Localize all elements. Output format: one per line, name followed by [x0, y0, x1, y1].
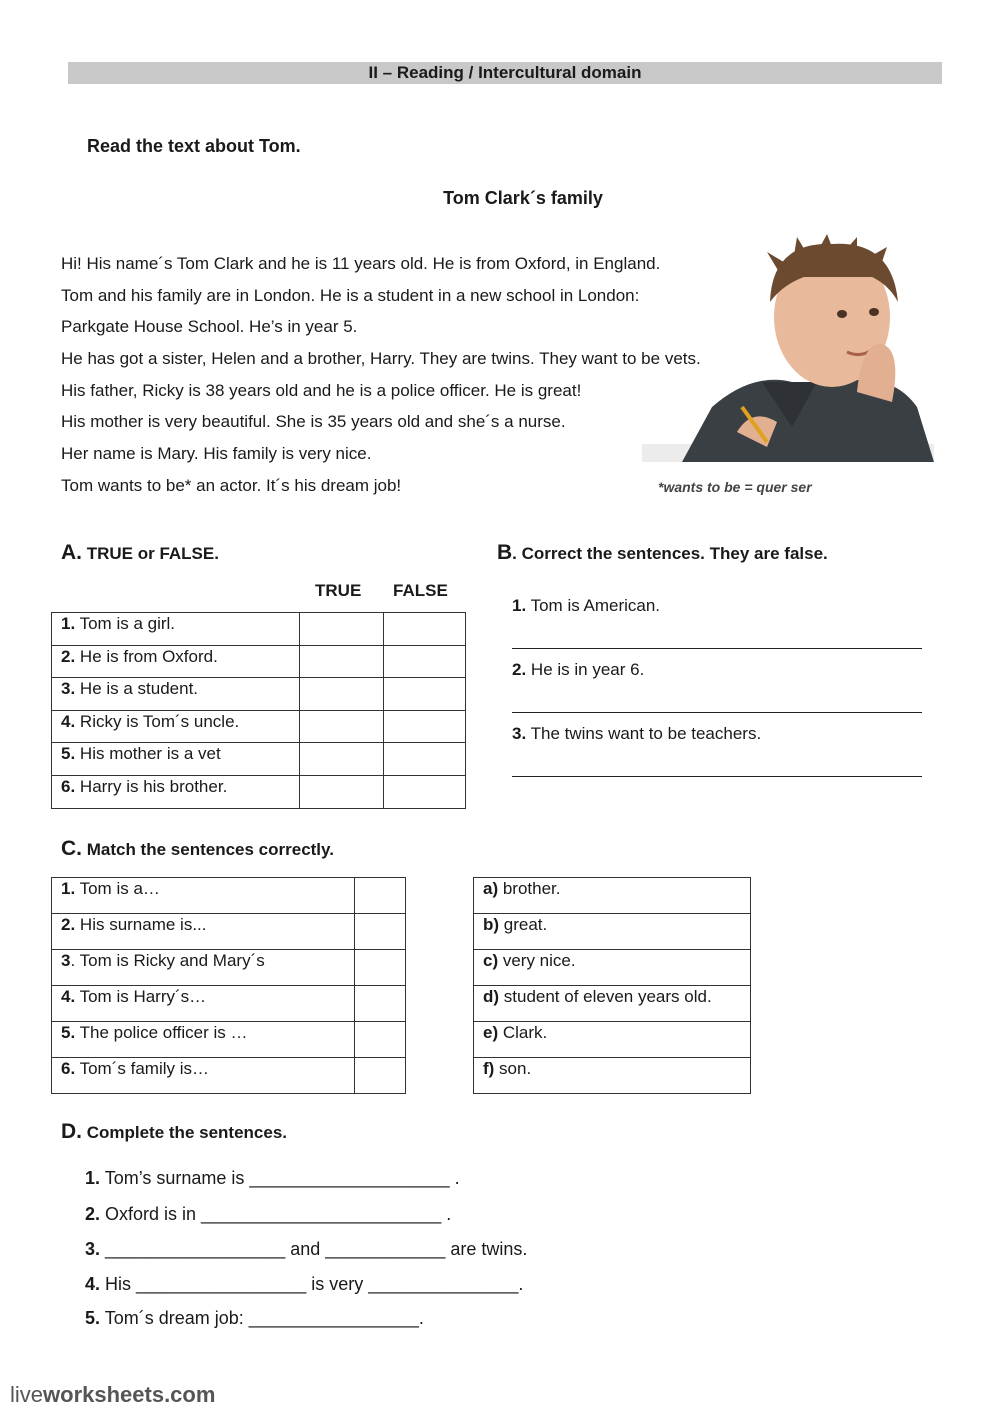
- option-letter: d): [483, 987, 500, 1006]
- completion-sentence: Oxford is in ________________________ .: [100, 1204, 452, 1224]
- true-answer-box[interactable]: [300, 613, 384, 646]
- sentence-end-cell: [474, 1058, 751, 1094]
- story-line: Hi! His name´s Tom Clark and he is 11 years old. He is from Oxford, in England.: [61, 254, 661, 273]
- section-b-heading: [497, 541, 828, 565]
- sentence-start: The police officer is …: [75, 1023, 248, 1042]
- false-sentence: Tom is American.: [526, 596, 661, 615]
- sentence-end: very nice.: [498, 951, 576, 970]
- sentence-end-cell: [474, 878, 751, 914]
- sentence-end-cell: [474, 950, 751, 986]
- sentence-end-cell: [474, 1022, 751, 1058]
- correction-item: [512, 724, 761, 744]
- sentence-end-cell: [474, 914, 751, 950]
- story-line: Her name is Mary. His family is very nice.: [61, 444, 372, 464]
- section-letter: B: [497, 541, 513, 564]
- item-number: 3: [61, 951, 71, 970]
- table-row: [52, 743, 466, 776]
- item-number: 1.: [512, 596, 527, 615]
- completion-item[interactable]: [85, 1308, 424, 1329]
- boy-thinking-illustration: [642, 232, 934, 462]
- false-answer-box[interactable]: [384, 678, 466, 711]
- false-answer-box[interactable]: [384, 743, 466, 776]
- item-number: 3.: [512, 724, 527, 743]
- section-header-bar: II – Reading / Intercultural domain: [68, 62, 942, 84]
- sentence-start: His surname is...: [75, 915, 207, 934]
- match-answer-box[interactable]: [355, 1022, 406, 1058]
- statement-text: Ricky is Tom´s uncle.: [75, 712, 240, 731]
- section-letter: D.: [61, 1120, 82, 1143]
- match-answer-box[interactable]: [355, 1058, 406, 1094]
- table-row: [52, 711, 466, 743]
- item-number: 2.: [61, 647, 76, 666]
- item-number: 2.: [85, 1204, 101, 1224]
- item-number: 1.: [61, 614, 76, 633]
- table-row: [52, 678, 466, 711]
- statement-text: Tom is a girl.: [75, 614, 176, 633]
- statement-cell: [52, 743, 300, 776]
- sentence-start: Tom is a…: [75, 879, 160, 898]
- sentence-start-cell: [52, 914, 355, 950]
- section-c-heading: [61, 837, 334, 861]
- sentence-end: son.: [494, 1059, 532, 1078]
- true-column-header: TRUE: [315, 581, 362, 600]
- item-number: 2.: [512, 660, 527, 679]
- logo-light: live: [10, 1382, 44, 1407]
- section-title: . Correct the sentences. They are false.: [512, 544, 828, 563]
- sentence-start-cell: [52, 878, 355, 914]
- item-number: 1.: [61, 879, 76, 898]
- story-title: Tom Clark´s family: [443, 188, 603, 208]
- section-d-heading: [61, 1120, 287, 1144]
- match-answer-box[interactable]: [355, 950, 406, 986]
- story-line: He has got a sister, Helen and a brother, Harry. They are twins. They want to be vets.: [61, 349, 701, 369]
- match-answer-box[interactable]: [355, 914, 406, 950]
- statement-cell: [52, 646, 300, 678]
- statement-cell: [52, 678, 300, 711]
- story-line: Tom and his family are in London. He is a student in a new school in London:: [61, 285, 640, 305]
- match-right-table: [473, 877, 751, 1094]
- section-a-heading: [61, 541, 219, 565]
- answer-line[interactable]: [512, 776, 922, 777]
- item-number: 4.: [61, 712, 76, 731]
- section-letter: C.: [61, 837, 82, 860]
- sentence-start-cell: [52, 1022, 355, 1058]
- sentence-start-cell: [52, 986, 355, 1022]
- match-answer-box[interactable]: [355, 986, 406, 1022]
- completion-item[interactable]: [85, 1239, 527, 1260]
- correction-item: [512, 660, 644, 680]
- sentence-start: . Tom is Ricky and Mary´s: [70, 951, 265, 970]
- story-text: [61, 252, 701, 506]
- correction-item: [512, 596, 660, 616]
- section-letter: A.: [61, 541, 82, 564]
- item-number: 4.: [85, 1274, 101, 1294]
- item-number: 5.: [61, 1023, 76, 1042]
- table-row: [52, 1058, 406, 1094]
- option-letter: f): [483, 1059, 495, 1078]
- item-number: 5.: [61, 744, 76, 763]
- table-row: [52, 1022, 406, 1058]
- section-title: Match the sentences correctly.: [82, 840, 334, 859]
- item-number: 2.: [61, 915, 76, 934]
- story-line: Parkgate House School. He’s in year 5.: [61, 317, 358, 337]
- item-number: 6.: [61, 1059, 76, 1078]
- true-answer-box[interactable]: [300, 678, 384, 711]
- sentence-end: Clark.: [498, 1023, 548, 1042]
- statement-cell: [52, 711, 300, 743]
- statement-text: He is from Oxford.: [75, 647, 218, 666]
- true-answer-box[interactable]: [300, 776, 384, 809]
- instruction: Read the text about Tom.: [87, 136, 301, 156]
- table-row: [52, 950, 406, 986]
- completion-sentence: His _________________ is very _______________.: [100, 1274, 524, 1294]
- story-line: His mother is very beautiful. She is 35 years old and she´s a nurse.: [61, 412, 566, 432]
- sentence-start: Tom is Harry´s…: [75, 987, 207, 1006]
- option-letter: e): [483, 1023, 499, 1042]
- option-letter: a): [483, 879, 499, 898]
- option-letter: b): [483, 915, 500, 934]
- completion-sentence: __________________ and ____________ are twins.: [100, 1239, 528, 1259]
- answer-line[interactable]: [512, 712, 922, 713]
- sentence-end: brother.: [498, 879, 561, 898]
- item-number: 1.: [85, 1168, 101, 1188]
- completion-sentence: Tom´s dream job: _________________.: [100, 1308, 424, 1328]
- true-answer-box[interactable]: [300, 743, 384, 776]
- table-row: [474, 1058, 751, 1094]
- false-answer-box[interactable]: [384, 613, 466, 646]
- table-row: [52, 613, 466, 646]
- table-row: [474, 914, 751, 950]
- true-false-table: [51, 612, 466, 809]
- table-row: [474, 878, 751, 914]
- table-row: [474, 986, 751, 1022]
- table-row: [474, 1022, 751, 1058]
- false-answer-box[interactable]: [384, 776, 466, 809]
- section-title: Complete the sentences.: [82, 1123, 288, 1142]
- item-number: 5.: [85, 1308, 101, 1328]
- completion-item[interactable]: [85, 1168, 460, 1189]
- sentence-start-cell: [52, 950, 355, 986]
- false-column-header: FALSE: [393, 581, 448, 600]
- match-answer-box[interactable]: [355, 878, 406, 914]
- table-row: [52, 646, 466, 678]
- statement-cell: [52, 776, 300, 809]
- sentence-start-cell: [52, 1058, 355, 1094]
- answer-line[interactable]: [512, 648, 922, 649]
- false-sentence: The twins want to be teachers.: [526, 724, 762, 743]
- statement-text: Harry is his brother.: [75, 777, 228, 796]
- sentence-start: Tom´s family is…: [75, 1059, 209, 1078]
- completion-sentence: Tom’s surname is ____________________ .: [100, 1168, 460, 1188]
- statement-text: His mother is a vet: [75, 744, 221, 763]
- false-answer-box[interactable]: [384, 711, 466, 743]
- table-row: [474, 950, 751, 986]
- item-number: 3.: [85, 1239, 101, 1259]
- item-number: 6.: [61, 777, 76, 796]
- true-answer-box[interactable]: [300, 711, 384, 743]
- item-number: 4.: [61, 987, 76, 1006]
- true-answer-box[interactable]: [300, 646, 384, 678]
- match-left-table: [51, 877, 406, 1094]
- liveworksheets-logo: [10, 1382, 215, 1408]
- statement-cell: [52, 613, 300, 646]
- false-answer-box[interactable]: [384, 646, 466, 678]
- item-number: 3.: [61, 679, 76, 698]
- completion-item[interactable]: [85, 1274, 523, 1295]
- logo-bold: worksheets.com: [43, 1382, 216, 1407]
- vocabulary-note: *wants to be = quer ser: [658, 479, 812, 495]
- sentence-end: great.: [499, 915, 548, 934]
- table-row: [52, 878, 406, 914]
- completion-item[interactable]: [85, 1204, 451, 1225]
- sentence-end-cell: [474, 986, 751, 1022]
- table-row: [52, 776, 466, 809]
- story-line: Tom wants to be* an actor. It´s his dream job!: [61, 475, 402, 495]
- statement-text: He is a student.: [75, 679, 199, 698]
- false-sentence: He is in year 6.: [526, 660, 645, 679]
- option-letter: c): [483, 951, 499, 970]
- story-line: His father, Ricky is 38 years old and he is a police officer. He is great!: [61, 380, 582, 400]
- table-row: [52, 914, 406, 950]
- table-row: [52, 986, 406, 1022]
- section-title: TRUE or FALSE.: [82, 544, 219, 563]
- sentence-end: student of eleven years old.: [499, 987, 712, 1006]
